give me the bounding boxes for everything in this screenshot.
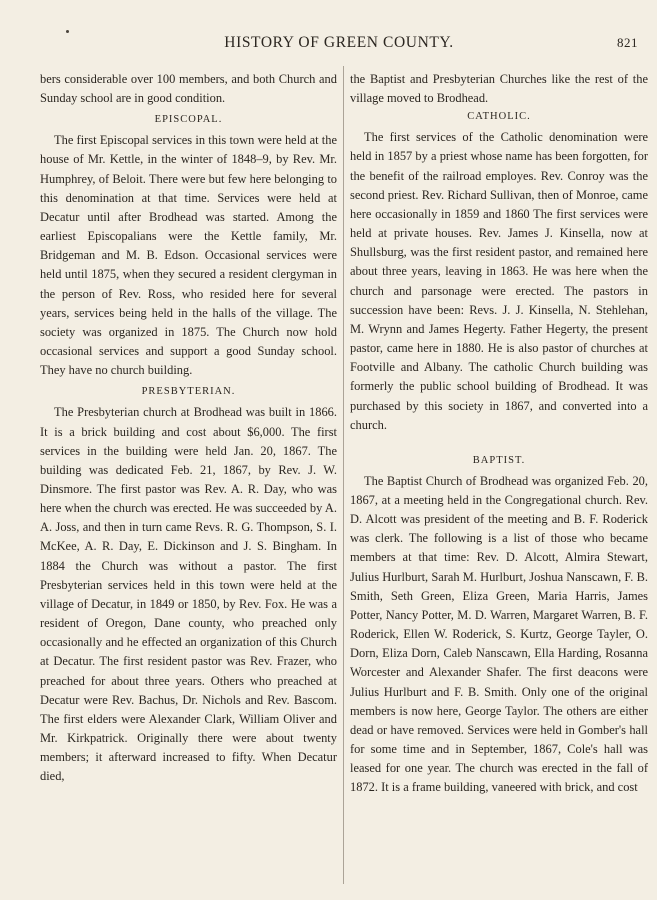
heading-catholic: CATHOLIC. <box>467 111 531 123</box>
left-column <box>40 70 337 786</box>
paragraph-episcopal: The first Episcopal services in this town were held at the house of Mr. Kettle, in the winter of 1848–9, by Rev. Mr. Humphrey, of Beloit. There were but few here belonging to this denomination at that time. Services were held at Decatur until after Brodhead was started. Among the earliest Episcopalians were the Kettle family, Mr. Bridgeman and M. B. Edson. Occasional services were held until 1875, when they secured a resident clergyman in the person of Rev. Ross, who resided here for several years, services being held in the halls of the village. The society was organized in 1875. The Church now hold occasional services and support a good Sunday school. They have no church building. <box>40 133 337 378</box>
section-gap <box>350 435 648 449</box>
ink-speck <box>66 30 69 33</box>
heading-baptist: BAPTIST. <box>472 454 526 466</box>
paragraph-baptist: The Baptist Church of Brodhead was organized Feb. 20, 1867, at a meeting held in the Congregational church. Rev. D. Alcott was president of the meeting and B. F. Roderick was clerk. The following is a list of those who became members at that time: Rev. D. Alcott, Almira Stewart, Julius Hurlburt, Sarah M. Hurlburt, Joshua Nanscawn, F. B. Smith, Seth Green, Eliza Green, Maria Harris, James Potter, Nancy Potter, M. D. Warren, Margaret Warren, B. F. Roderick, Ellen W. Roderick, S. Kurtz, George Tayler, O. Dorn, Eliza Dorn, Caleb Nanscawn, Ella Harding, Rosanna Worcester and Alexander Shafer. The first deacons were Julius Hurlburt and F. B. Smith. Only one of the original members is now here, George Taylor. The others are either dead or have removed. Services were held in Gomber's hall for some time and in September, 1867, Cole's hall was leased for one year. The church was erected in the fall of 1872. It is a frame building, vaneered with brick, and cost <box>350 473 648 795</box>
page-header <box>40 34 638 56</box>
right-column <box>350 70 648 797</box>
page-number: 821 <box>617 35 638 50</box>
running-title: HISTORY OF GREEN COUNTY. <box>224 34 454 51</box>
heading-episcopal: EPISCOPAL. <box>154 114 223 126</box>
column-divider <box>343 66 344 884</box>
paragraph-continuation: the Baptist and Presbyterian Churches like the rest of the village moved to Brodhead. <box>350 72 648 106</box>
paragraph-catholic: The first services of the Catholic denomination were held in 1857 by a priest whose name has been forgotten, for the benefit of the railroad employes. Rev. Conroy was the second priest. Rev. Richard Sullivan, then of Monroe, came here occasionally in 1859 and 1860 The first services were held at private houses. Rev. James J. Kinsella, now at Shullsburg, was the first resident pastor, and remained here about three years, leaving in 1863. He was here when the church and parsonage were erected. The pastors in succession have been: Revs. J. J. Kinsella, N. Stehlehan, M. Wrynn and James Hegerty. Father Hegerty, the present pastor, came here in 1880. He is also pastor of churches at Footville and Albany. The catholic Church building was formerly the public school building of Brodhead. It was purchased by this society in 1867, and converted into a church. <box>350 130 648 432</box>
heading-presbyterian: PRESBYTERIAN. <box>141 386 236 398</box>
paragraph-presbyterian: The Presbyterian church at Brodhead was built in 1866. It is a brick building and cost about $6,000. The first services in the building were held Jan. 20, 1867. The building was dedicated Feb. 21, 1867, by Rev. J. W. Dinsmore. The first pastor was Rev. A. R. Day, who was here when the church was erected. He was succeeded by A. A. Joss, and then in turn came Revs. R. G. Thompson, S. I. McKee, A. R. Day, E. Dickinson and J. S. Bingham. In 1884 the Church was without a pastor. The first Presbyterian services held in this town were held at the village of Decatur, in 1849 or 1850, by Rev. Fox. He was a resident of Oregon, Dane county, who preached only occasionally and he effected an organization of this Church at Decatur. The first resident pastor was Rev. Frazer, who preached for about three years. Others who preached at Decatur were Rev. Bachus, Dr. Nichols and Rev. Bascom. The first elders were Alexander Clark, William Oliver and Mr. Kirkpatrick. Originally there were about twenty members; it afterward increased to fifty. When Decatur died, <box>40 405 337 784</box>
paragraph-intro: bers considerable over 100 members, and both Church and Sunday school are in good condition. <box>40 72 337 106</box>
